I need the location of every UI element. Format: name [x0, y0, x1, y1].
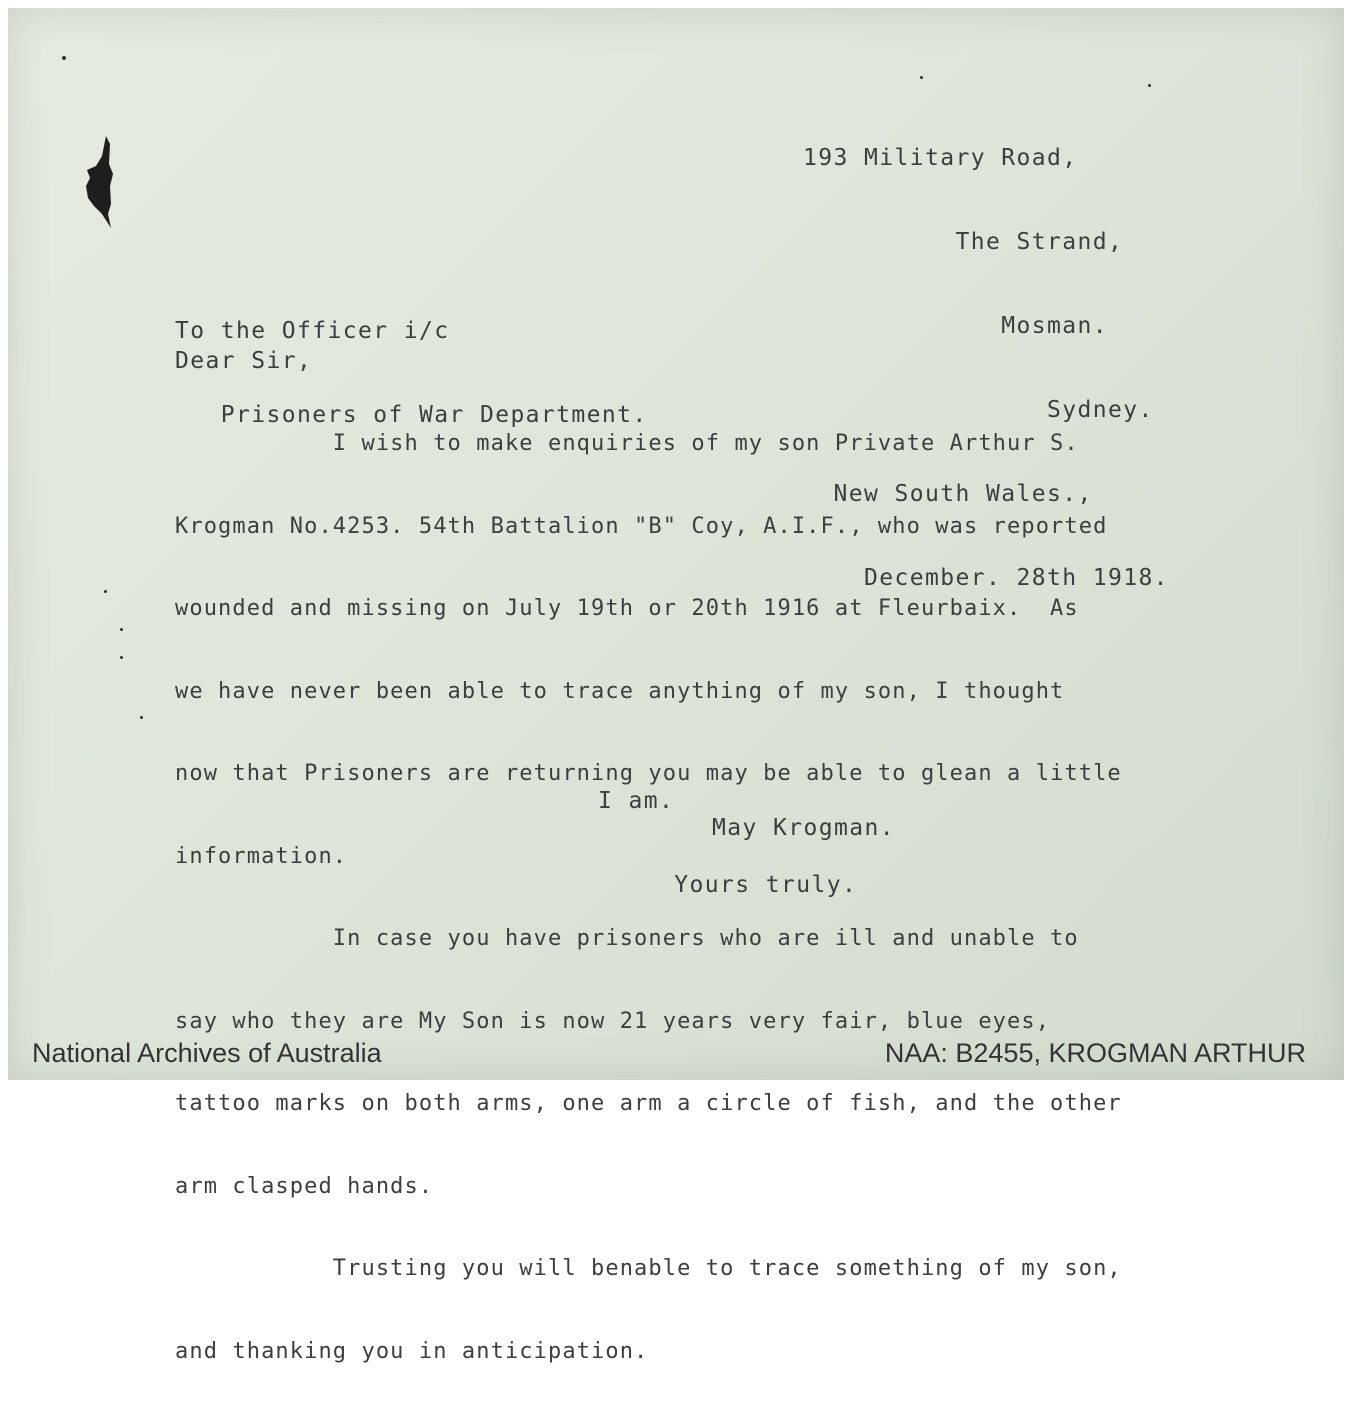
paper-speck: [140, 716, 143, 719]
body-line: Krogman No.4253. 54th Battalion "B" Coy, A.I.F., who was reported: [175, 513, 1108, 539]
closing-line: I am.: [598, 788, 675, 814]
address-line: Sydney.: [803, 397, 1154, 423]
closing-line: Yours truly.: [598, 872, 858, 898]
body-line: now that Prisoners are returning you may be able to glean a little: [175, 761, 1122, 786]
paper-speck: [104, 590, 107, 593]
recipient-line: Prisoners of War Department.: [175, 402, 648, 428]
signature: May Krogman.: [712, 815, 895, 841]
letter-date: December. 28th 1918.: [803, 565, 1169, 591]
body-line: tattoo marks on both arms, one arm a circle of fish, and the other: [175, 1091, 1122, 1116]
address-line: Mosman.: [803, 313, 1108, 339]
address-line: New South Wales.,: [803, 481, 1093, 507]
paper-speck: [920, 76, 923, 79]
closing-block: [598, 731, 857, 955]
salutation: Dear Sir,: [175, 348, 313, 374]
record-reference: NAA: B2455, KROGMAN ARTHUR: [884, 1038, 1306, 1068]
letter-sheet: [8, 8, 1344, 1364]
body-line: we have never been able to trace anything of my son, I thought: [175, 678, 1065, 704]
recipient-line: To the Officer i/c: [175, 318, 450, 344]
archive-name: National Archives of Australia: [32, 1038, 382, 1068]
body-line: say who they are My Son is now 21 years very fair, blue eyes,: [175, 1008, 1051, 1034]
body-line: wounded and missing on July 19th or 20th 1916 at Fleurbaix. As: [175, 596, 1079, 621]
address-line: 193 Military Road,: [803, 145, 1078, 171]
address-line: The Strand,: [803, 229, 1124, 255]
body-line: and thanking you in anticipation.: [175, 1338, 649, 1364]
body-line: information.: [175, 843, 348, 869]
paper-speck: [1148, 84, 1151, 87]
body-line: Trusting you will benable to trace something of my son,: [175, 1256, 1122, 1281]
paper-speck: [120, 656, 123, 659]
paper-speck: [62, 56, 66, 60]
body-line: In case you have prisoners who are ill and unable to: [175, 926, 1079, 951]
paper-speck: [120, 628, 123, 631]
punch-hole-tear: [84, 134, 114, 230]
body-line: arm clasped hands.: [175, 1173, 434, 1199]
body-line: I wish to make enquiries of my son Private Arthur S.: [175, 431, 1079, 456]
